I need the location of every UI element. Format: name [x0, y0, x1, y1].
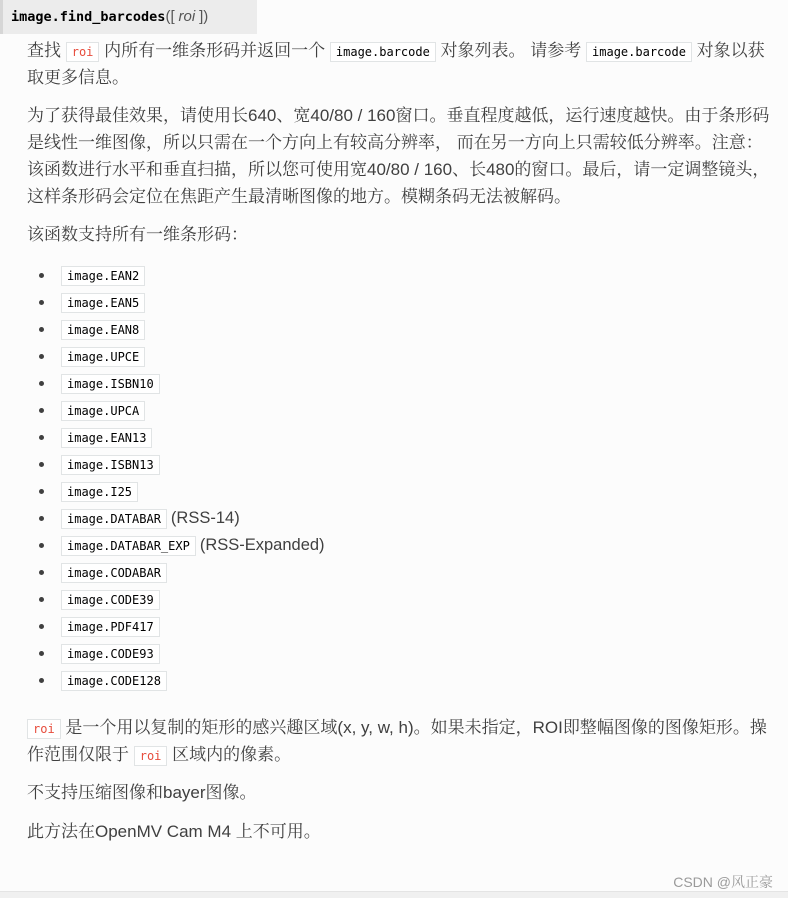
text: 内所有一维条形码并返回一个	[104, 41, 326, 60]
list-item	[61, 398, 779, 425]
open-bracket: [	[170, 8, 175, 25]
list-item	[61, 668, 779, 695]
supported-heading: 该函数支持所有一维条形码：	[27, 225, 248, 245]
open-paren: (	[165, 8, 171, 25]
text: 对象以获取更多信息。	[27, 41, 765, 87]
list-item	[61, 560, 779, 587]
barcode-code: image.CODE39	[61, 590, 160, 610]
code-image-barcode: image.barcode	[330, 42, 436, 62]
barcode-code: image.ISBN13	[61, 455, 160, 475]
function-signature	[0, 0, 257, 34]
barcode-code: image.EAN8	[61, 320, 145, 340]
availability-note: 此方法在OpenMV Cam M4 上不可用。	[27, 822, 321, 842]
usage-paragraph: 为了获得最佳效果，请使用长640、宽40/80 / 160窗口。垂直程度越低，运行速度越快。由于条形码是线性一维图像，所以只需在一个方向上有较高分辨率， 而在另一方向上只需较低分辨率。注意：该函数进行水平和垂直扫描，所以您可使用宽40/80 / 160、长480的窗口。最后，请一定调整镜头，这样条形码会定位在焦距产生最清晰图像的地方。模糊条码无法被解码。	[27, 106, 770, 206]
text: 是一个用以复制的矩形的感兴趣区域(x, y, w, h)。如果未指定，ROI即整幅图像的图像矩形。操作范围仅限于	[27, 717, 767, 764]
code-image-barcode-link[interactable]: image.barcode	[586, 42, 692, 62]
barcode-code: image.CODE93	[61, 644, 160, 664]
barcode-code: image.CODABAR	[61, 563, 167, 583]
list-item	[61, 290, 779, 317]
list-item	[61, 344, 779, 371]
list-item	[61, 641, 779, 668]
code-roi: roi	[27, 719, 61, 739]
barcode-code: image.I25	[61, 482, 138, 502]
barcode-code: image.EAN5	[61, 293, 145, 313]
format-note: 不支持压缩图像和bayer图像。	[27, 783, 257, 803]
barcode-code: image.CODE128	[61, 671, 167, 691]
description	[27, 38, 779, 858]
watermark: CSDN @风正豪	[673, 874, 773, 890]
list-item	[61, 263, 779, 290]
list-item	[61, 587, 779, 614]
arg-roi: roi	[178, 8, 196, 25]
list-item	[61, 452, 779, 479]
code-roi: roi	[66, 42, 100, 62]
list-item	[61, 371, 779, 398]
barcode-code: image.DATABAR_EXP	[61, 536, 196, 556]
roi-paragraph	[27, 715, 779, 768]
text: 区域内的像素。	[172, 744, 292, 764]
barcode-note: (RSS-14)	[170, 508, 240, 527]
close-bracket: ]	[199, 8, 204, 25]
barcode-code: image.DATABAR	[61, 509, 167, 529]
list-item	[61, 506, 779, 533]
list-item	[61, 533, 779, 560]
text: 查找	[27, 41, 61, 60]
bottom-bar	[0, 891, 788, 898]
barcode-list	[27, 263, 779, 695]
close-paren: )	[203, 8, 209, 25]
barcode-code: image.UPCA	[61, 401, 145, 421]
text: 对象列表。 请参考	[440, 41, 582, 60]
list-item	[61, 317, 779, 344]
barcode-note: (RSS-Expanded)	[199, 535, 325, 554]
barcode-code: image.EAN2	[61, 266, 145, 286]
intro-paragraph	[27, 38, 779, 91]
barcode-code: image.ISBN10	[61, 374, 160, 394]
code-roi: roi	[134, 746, 168, 766]
list-item	[61, 479, 779, 506]
function-name: image.find_barcodes	[11, 9, 166, 25]
list-item	[61, 614, 779, 641]
barcode-code: image.UPCE	[61, 347, 145, 367]
list-item	[61, 425, 779, 452]
barcode-code: image.PDF417	[61, 617, 160, 637]
barcode-code: image.EAN13	[61, 428, 152, 448]
